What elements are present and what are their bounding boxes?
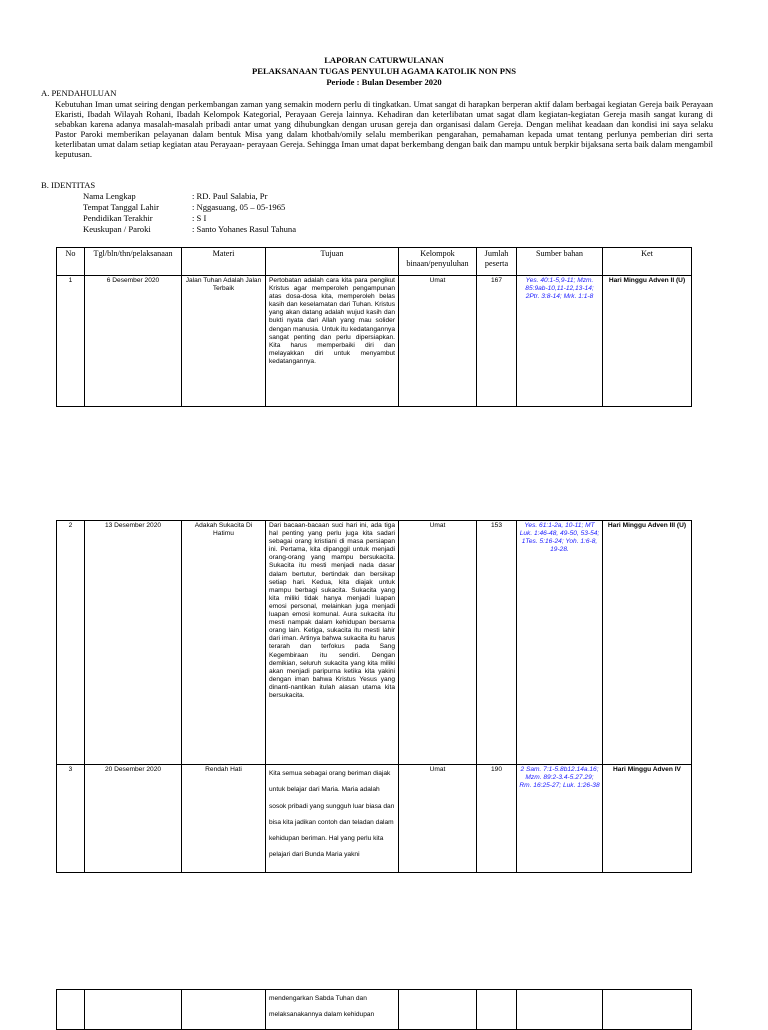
cell-kelompok: Umat <box>399 765 477 873</box>
table-row <box>57 765 692 873</box>
section-pendahuluan-heading: A. PENDAHULUAN <box>41 88 117 98</box>
cell-no: 3 <box>57 765 85 873</box>
cell-tanggal: 13 Desember 2020 <box>85 521 182 765</box>
cell-kelompok: Umat <box>399 521 477 765</box>
cell-no: 1 <box>57 276 85 407</box>
col-header-jumlah: Jumlah peserta <box>477 248 517 276</box>
col-header-kelompok: Kelompok binaan/penyuluhan <box>399 248 477 276</box>
identitas-label: Tempat Tanggal Lahir <box>83 202 159 212</box>
col-header-ket: Ket <box>603 248 692 276</box>
col-header-tujuan: Tujuan <box>266 248 399 276</box>
identitas-value: : RD. Paul Salabia, Pr <box>192 191 268 201</box>
col-header-no: No <box>57 248 85 276</box>
identitas-value: : S I <box>192 213 207 223</box>
section-identitas-heading: B. IDENTITAS <box>41 180 96 190</box>
cell-kelompok: Umat <box>399 276 477 407</box>
col-header-materi: Materi <box>182 248 266 276</box>
cell-jumlah: 190 <box>477 765 517 873</box>
cell-materi: Rendah Hati <box>182 765 266 873</box>
cell-materi: Jalan Tuhan Adalah Jalan Terbaik <box>182 276 266 407</box>
report-subtitle: PELAKSANAAN TUGAS PENYULUH AGAMA KATOLIK NON PNS <box>251 66 517 76</box>
identitas-value: : Nggasuang, 05 – 05-1965 <box>192 202 286 212</box>
col-header-sumber: Sumber bahan <box>517 248 603 276</box>
cell-tujuan: mendengarkan Sabda Tuhan dan melaksanakannya dalam kehidupan <box>266 990 399 1030</box>
cell-sumber: Yes. 40:1-5,9-11; Mzm. 85:9ab-10,11-12,13-14; 2Ptr. 3:8-14; Mrk. 1:1-8 <box>517 276 603 407</box>
cell-ket: Hari Minggu Adven IV <box>603 765 692 873</box>
identitas-label: Keuskupan / Paroki <box>83 224 151 234</box>
cell-jumlah: 167 <box>477 276 517 407</box>
identitas-value: : Santo Yohanes Rasul Tahuna <box>192 224 297 234</box>
cell-tujuan: Kita semua sebagai orang beriman diajak untuk belajar dari Maria. Maria adalah sosok pribadi yang sungguh luar biasa dan bisa kita jadikan contoh dan teladan dalam kehidupan beriman. Hal yang perlu kita pelajari dari Bunda Maria yakni <box>266 765 399 873</box>
identitas-label: Pendidikan Terakhir <box>83 213 153 223</box>
cell-ket: Hari Minggu Adven III (U) <box>603 521 692 765</box>
report-title: LAPORAN CATURWULANAN <box>324 55 444 65</box>
identitas-label: Nama Lengkap <box>83 191 136 201</box>
table-header-row <box>57 248 692 276</box>
cell-sumber: Yes. 61:1-2a, 10-11; MT Luk. 1:46-48, 49-50, 53-54; 1Tes. 5:16-24; Yoh. 1:6-8, 19-28. <box>517 521 603 765</box>
cell-tujuan: Dari bacaan-bacaan suci hari ini, ada tiga hal penting yang perlu juga kita sadari sebagai orang kristiani di masa persiapan ini. Pertama, kita dipanggil untuk menjadi orang-orang yang mampu bersukacita. Sukacita itu mesti menjadi nada dasar dalam bertutur, bertindak dan bersikap setiap hari. Kedua, kita diajak untuk mampu berbagi sukacita. Sukacita yang kita miliki tidak hanya menjadi luapan emosi personal, melainkan juga menjadi luapan emosi komunal. Aura sukacita itu mesti nampak dalam kehidupan bersama orang lain. Ketiga, sukacita itu mesti lahir dari iman. Artinya bahwa sukacita itu harus terarah dan terfokus pada Sang Kegembiraan itu sendiri. Dengan demikian, seluruh sukacita yang kita miliki akan menjadi paripurna ketika kita yakini dengan iman bahwa Kristus Yesus yang dinanti-nantikan itulah alasan utama kita bersukacita. <box>266 521 399 765</box>
cell-jumlah: 153 <box>477 521 517 765</box>
table-row <box>57 521 692 765</box>
report-period: Periode : Bulan Desember 2020 <box>326 77 442 87</box>
cell-tanggal: 20 Desember 2020 <box>85 765 182 873</box>
activity-table-part-2 <box>56 520 692 873</box>
cell-no: 2 <box>57 521 85 765</box>
col-header-tanggal: Tgl/bln/thn/pelaksanaan <box>85 248 182 276</box>
cell-materi: Adakah Sukacita Di Hatimu <box>182 521 266 765</box>
cell-sumber: 2 Sam. 7:1-5.8b12.14a.16; Mzm. 89:2-3.4-5.27.29; Rm. 16:25-27; Luk. 1:26-38 <box>517 765 603 873</box>
cell-tanggal: 6 Desember 2020 <box>85 276 182 407</box>
cell-tujuan: Pertobatan adalah cara kita para pengikut Kristus agar memperoleh pengampunan atas dosa-dosa kita, memperoleh belas kasih dan keselamatan dari Tuhan. Kristus yang akan datang adalah wujud kasih dan bukti nyata dari Allah yang mau solider dengan manusia. Untuk itu kedatangannya sangat penting dan perlu dipersiapkan. Kita harus memperbaiki diri dan melayakkan diri untuk menyambut kedatangannya. <box>266 276 399 407</box>
activity-table-part-1 <box>56 247 692 407</box>
pendahuluan-paragraph: Kebutuhan Iman umat seiring dengan perkembangan zaman yang semakin modern perlu di tingkatkan. Umat sangat di harapkan berperan aktif dalam berbagai kegiatan Gereja baik Perayaan Ekaristi, Ibadah Wilayah Rohani, Ibadah Kelompok Kategorial, Perayaan Gereja lainnya. Kehadiran dan keterlibatan umat sagat dlam kegiatan-kegiatan Gereja masih sangat kurang di sebabkan karena adanya masalah-masalah pribadi antar umat yang dihubungkan dengan urusan gereja dan organisasi dalam Gereja. Dengan melihat keadaan dan kondisi ini saya selaku Pastor Paroki memberikan pelayanan dalam bentuk Misa yang dalam khotbah/omily selalu memberikan pengarahan, pemahaman kepada umat tentang perlunya pemberian diri serta keterlibatan umat dalam setiap kegiatan atau Perayaan- perayaan Gereja. Sehingga Iman umat dapat berkembang dengan baik dan mampu untuk berpkir bijaksana serta baik dalam mengambil keputusan. <box>55 99 713 160</box>
cell-ket: Hari Minggu Adven II (U) <box>603 276 692 407</box>
table-row <box>57 276 692 407</box>
